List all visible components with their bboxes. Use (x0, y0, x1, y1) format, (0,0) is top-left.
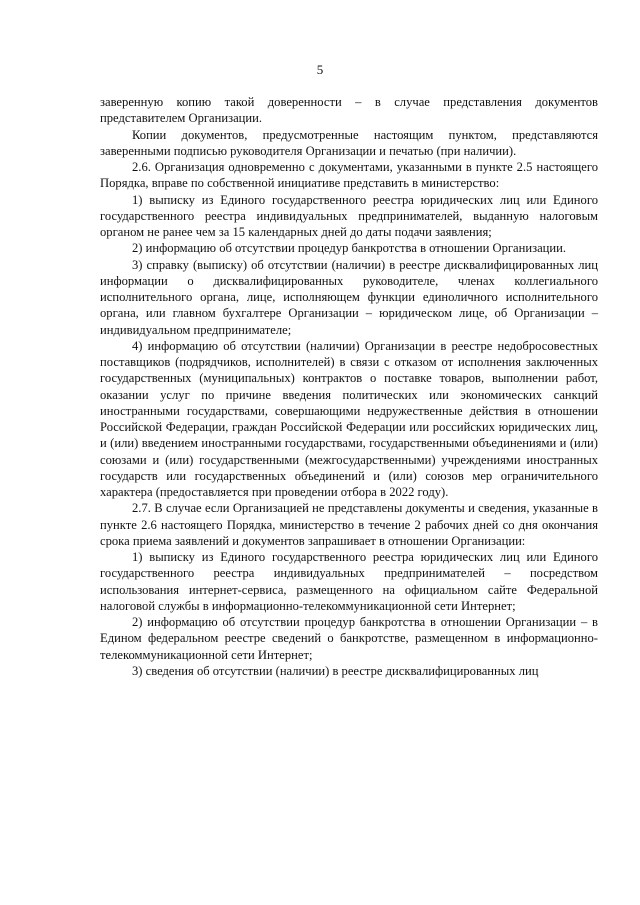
page-number: 5 (316, 62, 324, 77)
paragraph-2-6-item-4: 4) информацию об отсутствии (наличии) Организации в реестре недобросовестных поставщиков (подрядчиков, исполнителей) в связи с отказом от исполнения заключенных государственных (муниципальных) контрактов о поставке товаров, выполнении работ, оказании услуг по причине введения политических или экономических санкций иностранными государствами, совершающими недружественные действия в отношении Российской Федерации, граждан Российской Федерации или российских юридических лиц, и (или) введением иностранными государствами, государственными объединениями и (или) союзами и (или) государственными (межгосударственными) учреждениями иностранных государств или государственных объединений и (или) союзов мер ограничительного характера (предоставляется при проведении отбора в 2022 году). (100, 338, 598, 499)
paragraph-2-6-item-2: 2) информацию об отсутствии процедур банкротства в отношении Организации. (132, 241, 567, 256)
document-body (100, 94, 598, 679)
paragraph-2-7-item-2: 2) информацию об отсутствии процедур банкротства в отношении Организации – в Едином федеральном реестре сведений о банкротстве, размещенном в информационно-телекоммуникационной сети Интернет; (100, 615, 598, 662)
paragraph-2-7-item-3: 3) сведения об отсутствии (наличии) в реестре дисквалифицированных лиц (132, 663, 539, 678)
paragraph-2-7: 2.7. В случае если Организацией не представлены документы и сведения, указанные в пункте 2.6 настоящего Порядка, министерство в течение 2 рабочих дней со дня окончания срока приема заявлений и документов запрашивает в отношении Организации: (100, 501, 598, 548)
paragraph-2-6: 2.6. Организация одновременно с документами, указанными в пункте 2.5 настоящего Порядка, вправе по собственной инициативе представить в министерство: (100, 160, 598, 191)
paragraph-2-7-item-1: 1) выписку из Единого государственного реестра юридических лиц или Единого государственного реестра индивидуальных предпринимателей – посредством использования интернет-сервиса, размещенного на официальном сайте Федеральной налоговой службы в информационно-телекоммуникационной сети Интернет; (100, 550, 598, 613)
paragraph-2-6-item-1: 1) выписку из Единого государственного реестра юридических лиц или Единого государственного реестра индивидуальных предпринимателей, выданную налоговым органом не ранее чем за 15 календарных дней до даты подачи заявления; (100, 192, 598, 239)
paragraph-continuation: заверенную копию такой доверенности – в случае представления документов представителем Организации. (100, 95, 598, 126)
paragraph-2-6-item-3: 3) справку (выписку) об отсутствии (наличии) в реестре дисквалифицированных лиц информации о дисквалифицированных руководителе, членах коллегиального исполнительного органа, лице, исполняющем функции единоличного исполнительного органа, или главном бухгалтере Организации – юридическом лице, об Организации – индивидуальном предпринимателе; (100, 257, 598, 337)
paragraph-copies: Копии документов, предусмотренные настоящим пунктом, представляются заверенными подписью руководителя Организации и печатью (при наличии). (100, 127, 598, 158)
